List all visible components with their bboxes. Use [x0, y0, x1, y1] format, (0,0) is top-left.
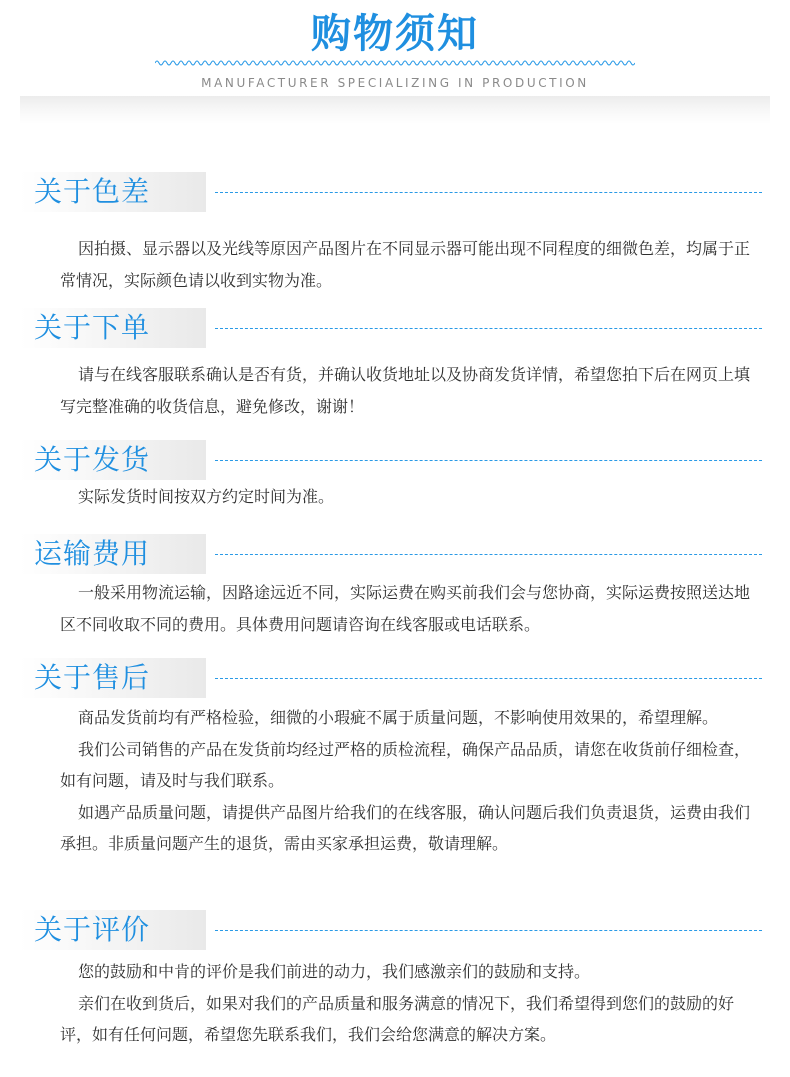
- section-body: [0, 956, 790, 1051]
- section-title: 运输费用: [34, 537, 151, 570]
- section-header: [0, 308, 790, 348]
- section-reviews: [0, 910, 790, 1051]
- section-freight: [0, 534, 790, 640]
- section-body: [0, 577, 790, 640]
- section-title: 关于售后: [34, 661, 151, 694]
- paragraph: 商品发货前均有严格检验，细微的小瑕疵不属于质量问题，不影响使用效果的，希望理解。: [78, 708, 719, 727]
- section-header: [0, 534, 790, 574]
- dashed-divider: [215, 678, 762, 679]
- section-shipping: [0, 440, 790, 513]
- page-header: [0, 0, 790, 130]
- dashed-divider: [215, 554, 762, 555]
- paragraph: 如遇产品质量问题，请提供产品图片给我们的在线客服，确认问题后我们负责退货，运费由我们承担。非质量问题产生的退货，需由买家承担运费，敬请理解。: [60, 802, 751, 853]
- paragraph: 因拍摄、显示器以及光线等原因产品图片在不同显示器可能出现不同程度的细微色差，均属于正常情况，实际颜色请以收到实物为准。: [60, 239, 751, 290]
- wave-divider-icon: [155, 58, 635, 68]
- section-body: [0, 233, 790, 296]
- section-ordering: [0, 308, 790, 422]
- dashed-divider: [215, 328, 762, 329]
- page-subtitle: MANUFACTURER SPECIALIZING IN PRODUCTION: [201, 76, 589, 90]
- section-title: 关于发货: [34, 443, 151, 476]
- dashed-divider: [215, 460, 762, 461]
- section-color-difference: [0, 172, 790, 296]
- section-body: [0, 702, 790, 860]
- paragraph: 我们公司销售的产品在发货前均经过严格的质检流程，确保产品品质，请您在收货前仔细检查，如有问题，请及时与我们联系。: [60, 739, 751, 790]
- paragraph: 亲们在收到货后，如果对我们的产品质量和服务满意的情况下，我们希望得到您们的鼓励的好评，如有任何问题，希望您先联系我们，我们会给您满意的解决方案。: [60, 993, 735, 1044]
- paragraph: 您的鼓励和中肯的评价是我们前进的动力，我们感激亲们的鼓励和支持。: [78, 962, 591, 981]
- section-title: 关于色差: [34, 175, 151, 208]
- paragraph: 请与在线客服联系确认是否有货，并确认收货地址以及协商发货详情，希望您拍下后在网页上填写完整准确的收货信息，避免修改，谢谢！: [60, 365, 751, 416]
- header-shadow: [20, 96, 770, 124]
- section-header: [0, 658, 790, 698]
- section-after-sales: [0, 658, 790, 860]
- section-header: [0, 440, 790, 480]
- page-title: 购物须知: [311, 11, 479, 57]
- section-body: [0, 481, 790, 513]
- section-header: [0, 910, 790, 950]
- paragraph: 一般采用物流运输，因路途远近不同，实际运费在购买前我们会与您协商，实际运费按照送达地区不同收取不同的费用。具体费用问题请咨询在线客服或电话联系。: [60, 583, 751, 634]
- section-title: 关于评价: [34, 913, 151, 946]
- section-header: [0, 172, 790, 212]
- dashed-divider: [215, 930, 762, 931]
- section-body: [0, 359, 790, 422]
- section-title: 关于下单: [34, 311, 151, 344]
- paragraph: 实际发货时间按双方约定时间为准。: [78, 487, 335, 506]
- dashed-divider: [215, 192, 762, 193]
